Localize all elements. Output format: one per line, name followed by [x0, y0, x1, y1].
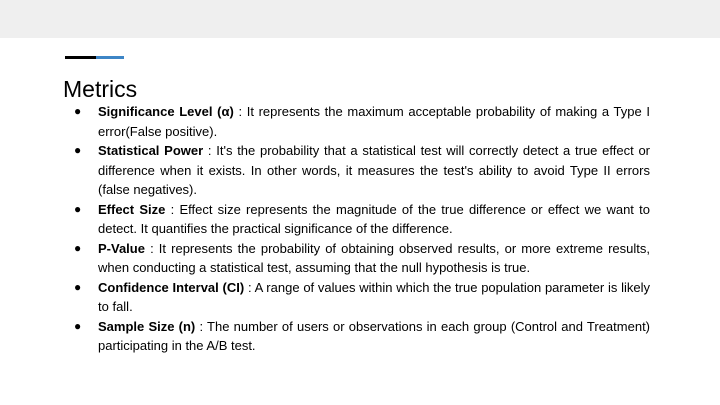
- metric-term: Confidence Interval (CI): [98, 279, 245, 295]
- list-item: [74, 239, 650, 278]
- metrics-list: [74, 102, 651, 356]
- accent-line-blue: [96, 56, 124, 59]
- metric-description: : It represents the probability of obtaining observed results, or more extreme results, when conducting a statistical test, assuming that the null hypothesis is true.: [98, 240, 650, 275]
- metric-term: Sample Size (n): [98, 318, 196, 334]
- bullet-icon: ●: [74, 104, 82, 118]
- metric-description: : Effect size represents the magnitude of the true difference or effect we want to detect. It quantifies the practical significance of the difference.: [98, 201, 650, 236]
- metric-description: : The number of users or observations in each group (Control and Treatment) participating in the A/B test.: [98, 318, 651, 353]
- list-item: [74, 102, 650, 141]
- accent-line-dark: [65, 56, 96, 59]
- list-item: [74, 200, 650, 239]
- metric-term: Effect Size: [98, 201, 166, 217]
- slide-title: Metrics: [63, 76, 138, 102]
- metric-term: Significance Level (α): [98, 104, 234, 119]
- list-item: [74, 141, 651, 200]
- metric-term: P-Value: [98, 240, 145, 256]
- bullet-icon: ●: [74, 240, 82, 255]
- list-item: [74, 317, 651, 356]
- bullet-icon: ●: [74, 279, 82, 294]
- metric-description: : A range of values within which the true population parameter is likely to fall.: [98, 279, 650, 314]
- metric-description: : It represents the maximum acceptable probability of making a Type I error(False positive).: [98, 104, 650, 139]
- metric-description: : It's the probability that a statistical test will correctly detect a true effect or difference when it exists. In other words, it measures the test's ability to avoid Type II errors (false negatives).: [98, 143, 651, 197]
- title-accent-line: [65, 56, 124, 59]
- top-band: [0, 0, 720, 38]
- bullet-icon: ●: [74, 201, 82, 216]
- list-item: [74, 278, 650, 317]
- metric-term: Statistical Power: [98, 143, 204, 158]
- bullet-icon: ●: [74, 318, 82, 333]
- bullet-icon: ●: [74, 143, 82, 157]
